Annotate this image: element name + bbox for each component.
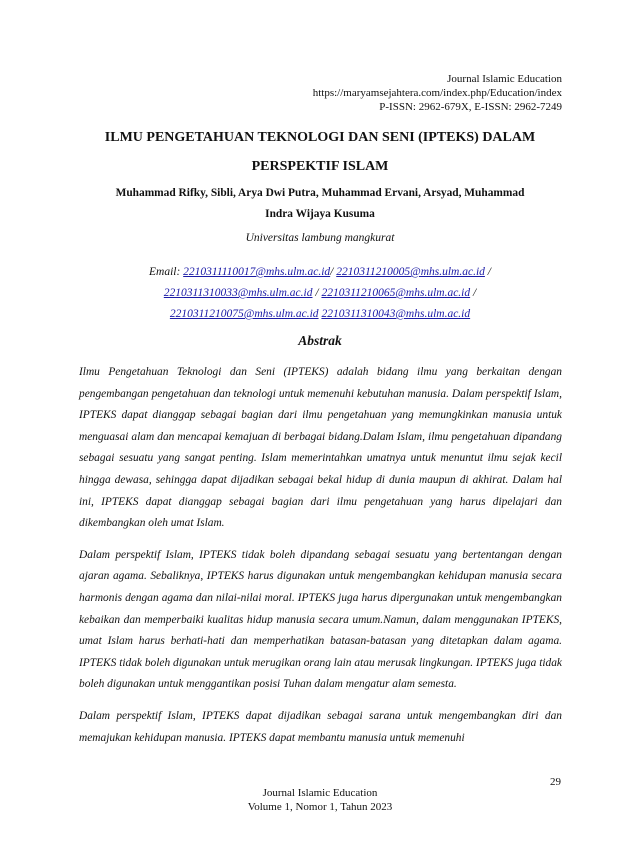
footer-volume: Volume 1, Nomor 1, Tahun 2023 [247,801,393,813]
header-journal-name: Journal Islamic Education [447,73,562,85]
abstract-paragraph: Dalam perspektif Islam, IPTEKS tidak boleh dipandang sebagai sesuatu yang bertentangan dengan ajaran agama. Sebaliknya, IPTEKS harus digunakan untuk mengembangkan kehidupan manusia secara harmonis dengan agama dan nilai-nilai moral. IPTEKS juga harus dipergunakan untuk mengembangkan kebaikan dan memperbaiki kualitas hidup manusia secara umum.Namun, dalam menggunakan IPTEKS, umat Islam harus berhati-hati dan memperhatikan batasan-batasan yang ditetapkan dalam agama. IPTEKS tidak boleh digunakan untuk merugikan orang lain atau merusak lingkungan. IPTEKS juga tidak boleh digunakan untuk menggantikan posisi Tuhan dalam mengatur alam semesta. [79,548,562,691]
affiliation: Universitas lambung mangkurat [245,232,395,244]
title-line-1: ILMU PENGETAHUAN TEKNOLOGI DAN SENI (IPTEKS) DALAM [104,130,536,145]
footer-journal-name: Journal Islamic Education [262,787,378,799]
authors-line-2: Indra Wijaya Kusuma [265,208,375,220]
running-footer [70,786,570,814]
abstract-heading: Abstrak [298,333,342,348]
email-line-3 [70,304,570,325]
title-line-2: PERSPEKTIF ISLAM [251,159,389,174]
email-separator: / [312,287,322,299]
header-journal-url: https://maryamsejahtera.com/index.php/Education/index [312,87,562,99]
email-label: Email: [148,266,181,278]
email-link-5[interactable]: 2210311210075@mhs.ulm.ac.id [169,308,319,320]
email-separator: / [330,266,334,278]
running-header [313,72,562,114]
page-number: 29 [550,776,561,788]
abstract-body [79,362,562,759]
email-line-2 [70,283,570,304]
header-issn: P-ISSN: 2962-679X, E-ISSN: 2962-7249 [379,101,562,113]
email-link-3[interactable]: 2210311310033@mhs.ulm.ac.id [163,287,313,299]
email-link-1[interactable]: 2210311110017@mhs.ulm.ac.id [183,266,331,278]
email-separator: / [470,287,477,299]
email-link-6[interactable]: 2210311310043@mhs.ulm.ac.id [321,308,471,320]
email-line-1 [70,262,570,283]
abstract-paragraph: Ilmu Pengetahuan Teknologi dan Seni (IPTEKS) adalah bidang ilmu yang berkaitan dengan pengembangan pengetahuan dan teknologi untuk memenuhi kebutuhan manusia. Dalam perspektif Islam, IPTEKS dapat dianggap sebagai bagian dari ilmu pengetahuan yang memungkinkan manusia untuk menguasai alam dan mencapai kemajuan di berbagai bidang.Dalam Islam, ilmu pengetahuan dipandang sebagai sesuatu yang sangat penting. Islam memerintahkan umatnya untuk menuntut ilmu sejak kecil hingga dewasa, sehingga dapat dijadikan sebagai bekal hidup di dunia maupun di akhirat. Dalam hal ini, IPTEKS dapat dianggap sebagai bagian dari ilmu pengetahuan yang harus dipelajari dan dikembangkan oleh umat Islam. [79,366,562,530]
abstract-paragraph: Dalam perspektif Islam, IPTEKS dapat dijadikan sebagai sarana untuk mengembangkan diri dan memajukan kehidupan manusia. IPTEKS dapat membantu manusia untuk memenuhi [79,709,562,744]
email-block [70,262,570,325]
authors-line-1: Muhammad Rifky, Sibli, Arya Dwi Putra, Muhammad Ervani, Arsyad, Muhammad [115,187,525,199]
email-link-4[interactable]: 2210311210065@mhs.ulm.ac.id [321,287,471,299]
author-list [70,183,570,225]
email-link-2[interactable]: 2210311210005@mhs.ulm.ac.id [336,266,485,278]
email-separator: / [484,266,491,278]
paper-title [70,123,570,181]
